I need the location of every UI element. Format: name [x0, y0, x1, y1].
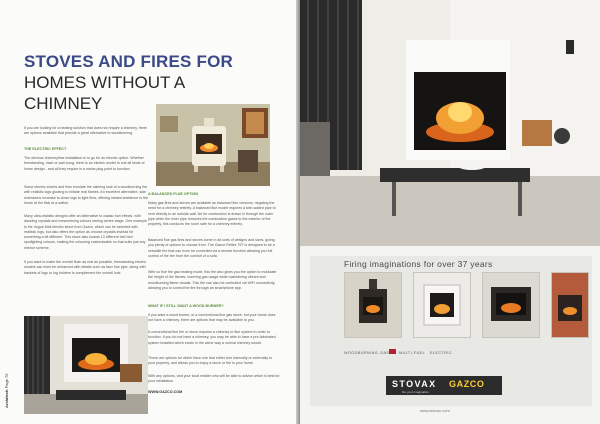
woodburner-paragraph-4: With any options, visit your local retailer who will be able to advise which is best for your installation.	[148, 374, 280, 384]
cream-stove-illustration	[156, 104, 270, 186]
photo-cream-electric-stove	[156, 104, 270, 186]
fuel-label-electric: ELECTRIC	[430, 351, 452, 355]
intro-paragraph: If you are looking for a heating solution that does not require a chimney, there are options available that provide a great alternative to woodburning.	[24, 126, 147, 136]
heading-balanced-flue: A BALANCED FLUE OPTION	[148, 192, 199, 196]
balanced-paragraph-3: With so flue fire gas heating mode, this fire also gives you the option to modulate the height of the flames, lowering gas usage while maintaining vibrant and woodburning flame visuals. This fire can also be controlled via WiFi connectivity, allowing you to control the fire through an smartphone app.	[148, 270, 277, 290]
side-folio-page: Page 76	[4, 373, 9, 389]
heading-wood-burner: WHAT IF I STILL WANT A WOOD BURNER?	[148, 304, 224, 308]
article-web-link[interactable]: WWW.GAZCO.COM	[148, 390, 183, 394]
living-room-illustration	[300, 0, 600, 246]
woodburner-paragraph-2: A conventional flue fire or stove requires a chimney or flue system in order to function. If you do not have a chimney, you may be able to have a pre-fabricated system installed which exists in the same way a normal chimney would.	[148, 330, 276, 345]
advert-electric-thumb	[551, 272, 589, 338]
electric-thumb-illustration	[552, 273, 588, 337]
electric-paragraph-4: If you want to make the overall flush as real as possible, freestanding electric models can even be enhanced with details such as faux flue pipe, along with baskets of logs or log holders to complement the overall look.	[24, 260, 147, 275]
photo-inset-electric-fire	[24, 316, 148, 414]
brand-slogan: fire your imagination	[402, 390, 430, 394]
fuel-label-woodburning: WOODBURNING	[344, 351, 379, 355]
inset-fire-illustration	[24, 316, 148, 414]
woodburner-paragraph-3: These are options for which have one that either turn internally or externally to your property, and allows you to enjoy a stove or fire in your home.	[148, 356, 273, 366]
woodburner-paragraph-1: If you want a wood burner, or a conventional flue gas stove, but your home does not have a chimney, there are options that may be available to you.	[148, 313, 276, 323]
advert-gas-thumb	[413, 272, 471, 338]
advert-tagline: Firing imaginations for over 37 years	[344, 259, 493, 269]
heading-electric-effect: THE ELECTRIC EFFECT	[24, 147, 67, 151]
advert-multifuel-thumb	[482, 272, 540, 338]
woodburner-thumb-illustration	[345, 273, 401, 337]
article-title-line-3: CHIMNEY	[24, 94, 103, 113]
advert-woodburner-thumb	[344, 272, 402, 338]
right-page	[148, 0, 600, 424]
photo-living-room-gas-fire	[300, 0, 600, 246]
electric-paragraph-2: Some electric stoves and fires emulate the calming look of a woodburning fire with realistic logs glowing to imitate real flames. An excellent alternative, side extensions increase to close logs to light fires, offering instant ambience in the home at the flick of a switch.	[24, 185, 148, 205]
fuel-label-multi-fuel: MULTI-FUEL	[399, 351, 426, 355]
electric-paragraph-1: The obvious chimneyless installation is to go for an electric option. Whether freestanding, inset or wall-hung, there is an electric model to suit all kinds of home design - and all they require is a mains plug point to function.	[24, 156, 145, 171]
electric-paragraph-3: Many ultra-realistic designs offer an alternative to classic fuel effects, with dazzling crystals and mesmerising colours lasting centre stage. One example is the Vogue Midi electric stove from Gazco, which can be selected with realistic logs, but also offers the option as choose crystals instead for something a bit different. This stove also boasts 13 different fuel bed spotlighting colours, making the colouring customisable so that suits just any interior scheme.	[24, 214, 147, 250]
multifuel-thumb-illustration	[483, 273, 539, 337]
fuel-label-gas: GAS	[380, 351, 390, 355]
advert-url[interactable]: www.stovax.com	[420, 408, 450, 413]
stovax-logo: STOVAX	[392, 379, 437, 389]
side-folio-label: Architech	[4, 389, 9, 408]
gazco-logo: GAZCO	[449, 379, 485, 389]
gas-thumb-illustration	[414, 273, 470, 337]
side-folio	[4, 374, 9, 408]
article-title-line-2: HOMES WITHOUT A	[24, 73, 186, 92]
balanced-paragraph-2: Balanced flue gas fires and stoves come in all sorts of designs and sizes, giving you plenty of options to choose from. The Gazco Reflex 75T is designed to be a versatile fire that can even be controlled via a remote function allowing you full control of the fire from the comfort of a sofa.	[148, 238, 275, 258]
article-title-line-1: STOVES AND FIRES FOR	[24, 52, 233, 71]
uk-flag-icon	[389, 349, 396, 354]
balanced-paragraph-1: Many gas fires and stoves are available as balanced flue versions, negating the need for a chimney entirely. A balanced flue model requires a twin-walled pipe to vent directly to an outside wall. Air for combustion is drawn in through the outer pipe while the inner pipe removes the combustion gases to the exterior of the property, this conducts the room safe for a chimney entirely.	[148, 201, 276, 227]
